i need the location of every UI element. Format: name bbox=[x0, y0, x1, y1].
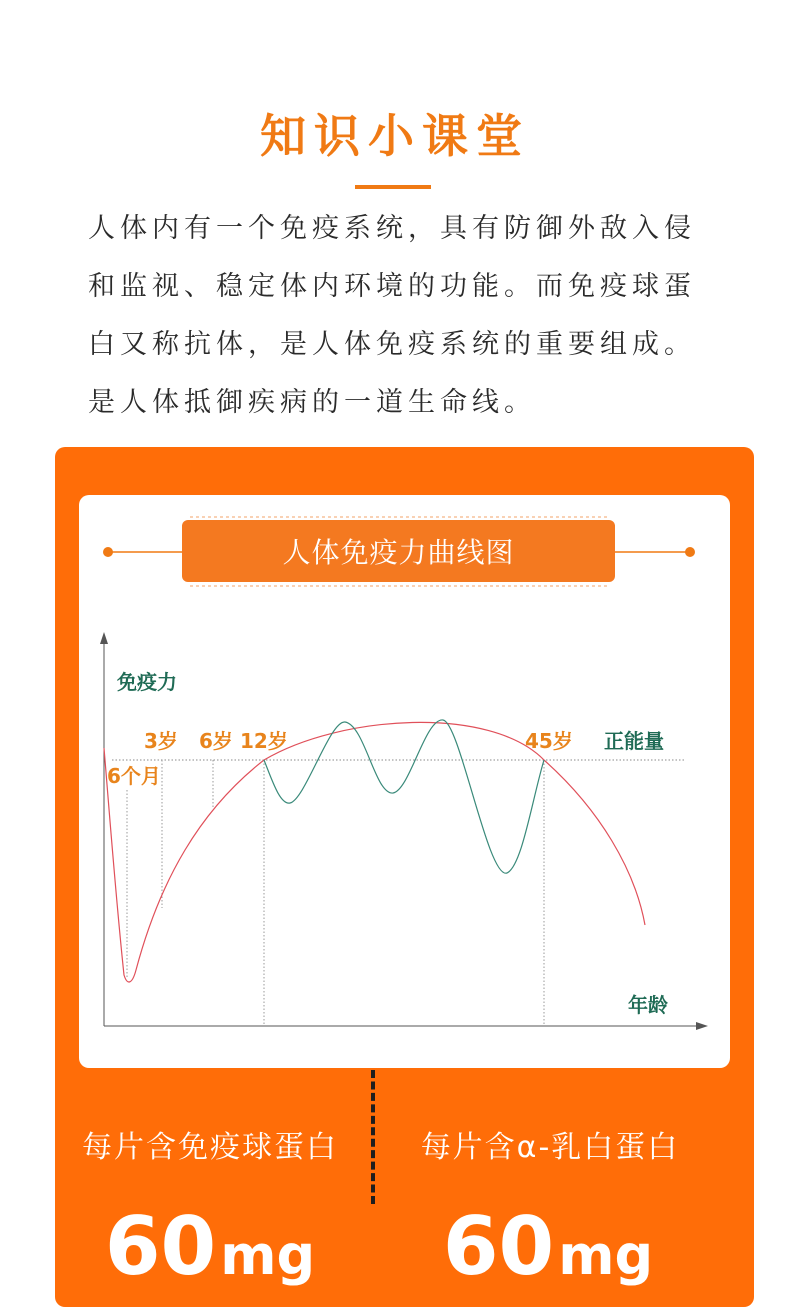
stat-label-lactalbumin: 每片含α-乳白蛋白 bbox=[420, 1130, 680, 1165]
reference-line-label: 正能量 bbox=[604, 729, 664, 753]
stat-value-lactalbumin bbox=[378, 1200, 718, 1293]
wave-curve bbox=[264, 720, 544, 873]
y-axis-arrow bbox=[100, 632, 108, 644]
chart-title: 人体免疫力曲线图 bbox=[182, 520, 615, 582]
age-label-6y: 6岁 bbox=[199, 729, 233, 753]
age-label-45y: 45岁 bbox=[525, 729, 573, 753]
y-axis-label: 免疫力 bbox=[117, 670, 177, 694]
intro-line: 是人体抵御疾病的一道生命线。 bbox=[88, 387, 536, 418]
stat-unit: mg bbox=[558, 1224, 654, 1287]
age-label-6months: 6个月 bbox=[107, 764, 161, 788]
stat-number: 60 bbox=[442, 1200, 555, 1293]
header-dot-left bbox=[103, 547, 113, 557]
stat-label-immunoglobulin: 每片含免疫球蛋白 bbox=[82, 1130, 338, 1165]
age-label-12y: 12岁 bbox=[240, 729, 288, 753]
x-axis-arrow bbox=[696, 1022, 708, 1030]
page-title: 知识小课堂 bbox=[260, 109, 530, 163]
intro-line: 和监视、稳定体内环境的功能。而免疫球蛋 bbox=[88, 271, 696, 302]
intro-line: 人体内有一个免疫系统，具有防御外敌入侵 bbox=[88, 213, 696, 244]
intro-line: 白又称抗体，是人体免疫系统的重要组成。 bbox=[88, 329, 696, 360]
x-axis-label: 年龄 bbox=[628, 993, 668, 1017]
stat-unit: mg bbox=[220, 1224, 316, 1287]
header-dot-right bbox=[685, 547, 695, 557]
stat-value-immunoglobulin bbox=[40, 1200, 380, 1293]
main-immunity-curve bbox=[104, 722, 645, 982]
stat-number: 60 bbox=[104, 1200, 217, 1293]
age-label-3y: 3岁 bbox=[144, 729, 178, 753]
